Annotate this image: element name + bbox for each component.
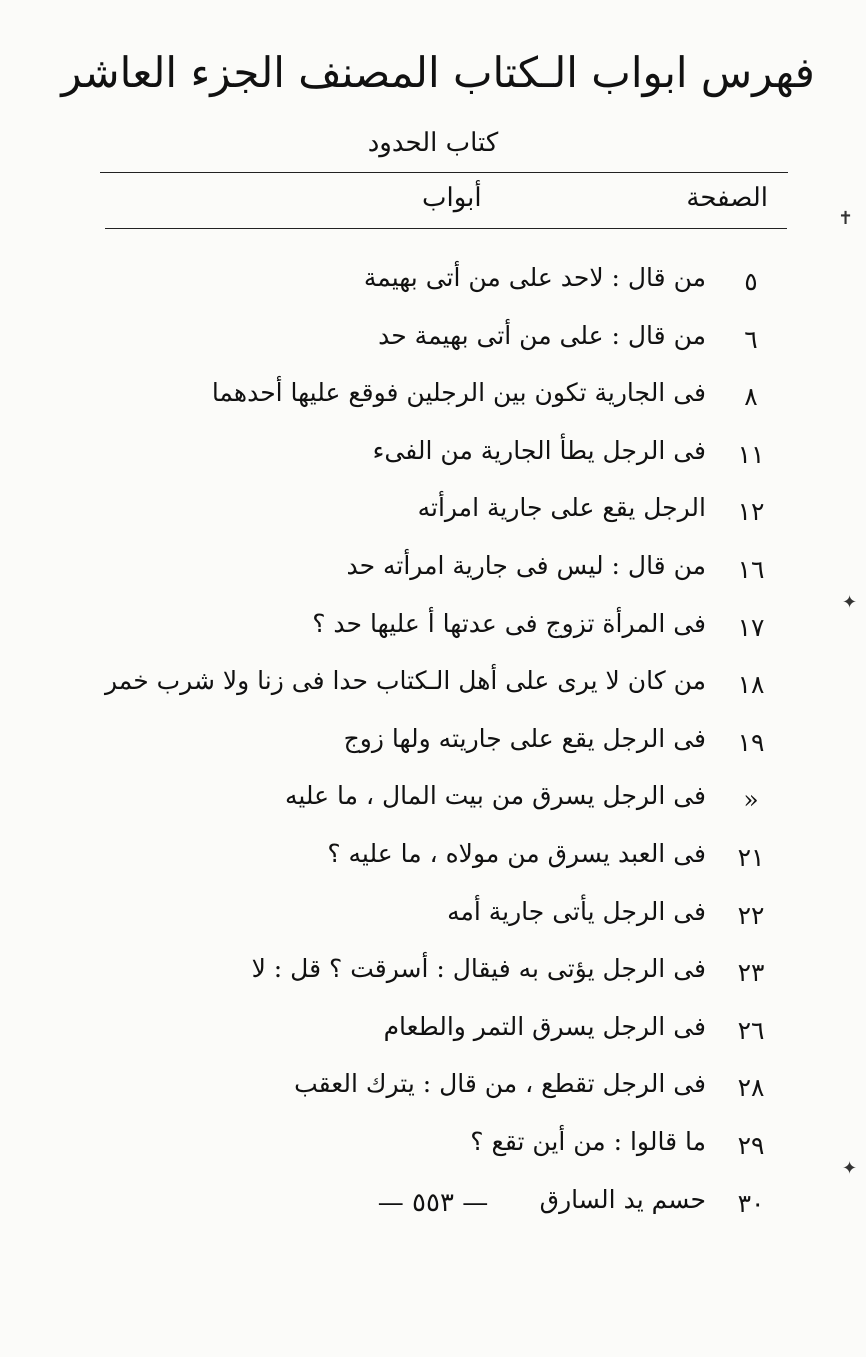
toc-entry (0, 1004, 866, 1062)
entry-title: من قال : لاحد على من أتى بهيمة (363, 263, 706, 292)
toc-entry (0, 773, 866, 831)
entry-title: فى الرجل يطأ الجارية من الفىء (372, 435, 706, 465)
toc-entry (0, 831, 866, 889)
entry-page-number: ٢٨ (737, 1073, 765, 1103)
toc-entry (0, 485, 866, 543)
entry-page-number: ١٢ (737, 497, 765, 527)
entry-page-number: ٢٢ (737, 900, 765, 930)
toc-entry (0, 428, 866, 486)
entry-page-number: ٥ (744, 267, 758, 296)
entry-page-number: ١٧ (737, 612, 765, 642)
toc-entry (0, 658, 866, 716)
page-column-header: الصفحة (686, 183, 768, 213)
entry-title: فى الرجل يسرق من بيت المال ، ما عليه (284, 781, 706, 811)
entry-title: فى الرجل يسرق التمر والطعام (383, 1011, 706, 1041)
entry-page-number: ١٩ (737, 727, 765, 757)
toc-entry (0, 543, 866, 601)
entry-title: من كان لا يرى على أهل الـكتاب حدا فى زنا ولا شرب خمر (105, 666, 706, 696)
entry-title: فى العبد يسرق من مولاه ، ما عليه ؟ (327, 838, 706, 868)
header-top-rule (100, 172, 788, 173)
entry-page-number: ١٦ (737, 554, 765, 584)
toc-entry (0, 255, 866, 313)
margin-mark: ✝ (838, 208, 854, 229)
entry-title: فى الرجل يقع على جاريته ولها زوج (343, 723, 706, 753)
entry-page-number: ٣٠ (737, 1188, 765, 1218)
toc-entry (0, 946, 866, 1004)
toc-entry (0, 313, 866, 371)
entry-page-number: « (743, 785, 759, 815)
toc-entry (0, 601, 866, 659)
entry-page-number: ١٨ (737, 670, 765, 700)
entry-page-number: ٢٩ (737, 1130, 765, 1160)
entry-page-number: ٢٣ (737, 958, 765, 988)
entry-title: الرجل يقع على جارية امرأته (417, 493, 706, 523)
page-number: — ٥٥٣ — (377, 1188, 489, 1218)
entry-title: فى المرأة تزوج فى عدتها أ عليها حد ؟ (312, 608, 706, 638)
table-header (100, 183, 780, 223)
entry-title: من قال : على من أتى بهيمة حد (378, 320, 706, 350)
chapters-column-header: أبواب (422, 183, 482, 213)
entry-title: ما قالوا : من أين تقع ؟ (470, 1126, 706, 1156)
entry-page-number: ١١ (737, 439, 765, 469)
entry-page-number: ٢١ (737, 842, 765, 872)
entry-page-number: ٢٦ (737, 1015, 765, 1045)
entry-title: حسم يد السارق (539, 1184, 706, 1214)
table-of-contents (0, 255, 866, 1234)
toc-entry (0, 1061, 866, 1119)
entry-title: فى الجارية تكون بين الرجلين فوقع عليها أحدهما (211, 378, 706, 408)
toc-entry (0, 370, 866, 428)
page-title: فهرس ابواب الـكتاب المصنف الجزء العاشر (61, 48, 815, 97)
entry-page-number: ٨ (744, 382, 758, 412)
entry-title: فى الرجل يؤتى به فيقال : أسرقت ؟ قل : لا (251, 954, 706, 984)
book-title: كتاب الحدود (367, 128, 499, 158)
toc-entry (0, 889, 866, 947)
entry-title: من قال : ليس فى جارية امرأته حد (346, 550, 706, 580)
entry-page-number: ٦ (744, 324, 758, 354)
header-bottom-rule (105, 228, 787, 229)
toc-entry (0, 1119, 866, 1177)
margin-mark: ✦ (842, 1158, 858, 1179)
margin-mark: ✦ (842, 592, 858, 613)
entry-title: فى الرجل تقطع ، من قال : يترك العقب (294, 1069, 706, 1099)
toc-entry (0, 716, 866, 774)
entry-title: فى الرجل يأتى جارية أمه (447, 896, 706, 926)
